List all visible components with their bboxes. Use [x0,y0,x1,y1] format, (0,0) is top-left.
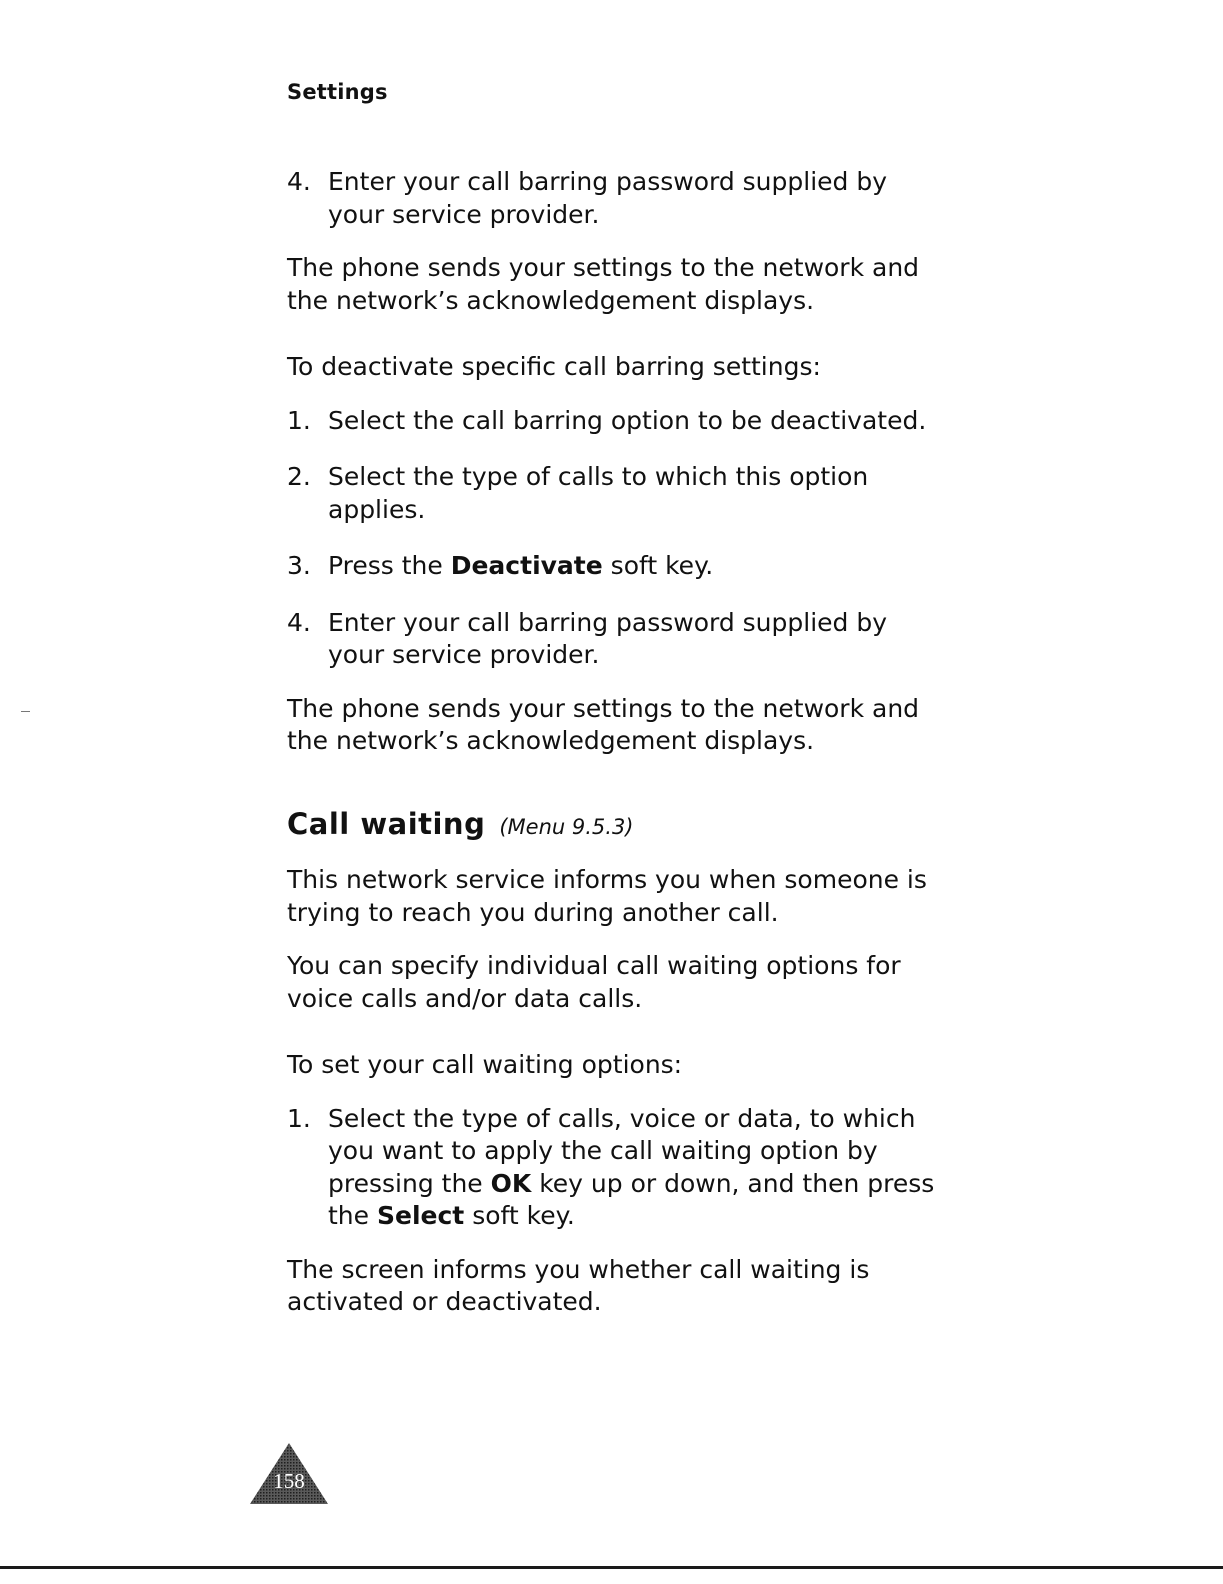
section-heading [287,808,947,844]
text-run: soft key. [464,1201,575,1230]
text-run: soft key. [602,551,714,580]
step-number: 4. [287,167,311,196]
step-text: Enter your call barring password supplied by your service provider. [328,167,888,229]
list-item [287,461,947,526]
call-waiting-intro: To set your call waiting options: [287,1050,683,1079]
list-item [287,166,947,231]
paragraph: This network service informs you when someone is trying to reach you during another call. [287,865,927,927]
page-content [287,166,947,1319]
step-note: The screen informs you whether call waiting is activated or deactivated. [287,1254,870,1316]
section-title: Call waiting [287,806,486,841]
step-number: 2. [287,462,311,491]
step-number: 3. [287,551,311,580]
deactivate-key-label: Deactivate [450,551,603,580]
step-text: Select the call barring option to be deactivated. [328,405,927,435]
list-item [287,405,947,438]
paragraph: You can specify individual call waiting options for voice calls and/or data calls. [287,951,901,1013]
section-header: Settings [287,80,388,104]
list-item [287,550,947,583]
step-number: 1. [287,1103,311,1133]
step-note: The phone sends your settings to the network and the network’s acknowledgement displays. [287,693,920,755]
deactivate-intro: To deactivate specific call barring settings: [287,352,821,381]
step-text: Enter your call barring password supplied by your service provider. [328,607,888,669]
text-run: Select the type of calls, voice or data, to which you want to apply the call waiting option by pressing the [328,1103,916,1198]
select-key-label: Select [376,1201,465,1230]
list-item [287,607,947,672]
menu-reference: (Menu 9.5.3) [499,814,634,839]
step-note: The phone sends your settings to the network and the network’s acknowledgement displays. [287,253,920,315]
ok-key-label: OK [490,1168,532,1198]
step-text [328,1103,947,1233]
page-number-badge [248,1441,330,1507]
page-number: 158 [273,1469,305,1493]
step-number: 4. [287,607,311,637]
step-text: Select the type of calls to which this option applies. [328,462,869,524]
text-run: Press the [328,551,451,580]
page-border [0,1566,1223,1569]
text-run: key up or down, and then press the [328,1168,935,1230]
step-text [328,550,947,583]
list-item [287,1103,947,1233]
scan-mark [21,711,30,712]
step-number: 1. [287,405,311,435]
